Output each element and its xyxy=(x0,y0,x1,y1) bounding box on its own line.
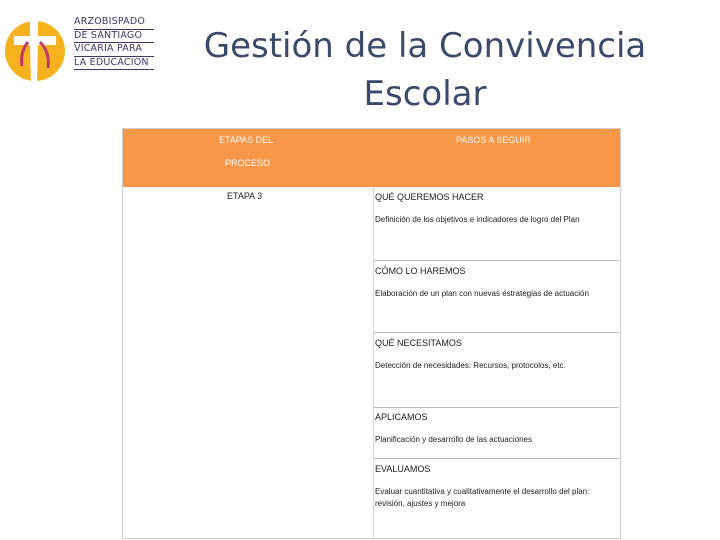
step-1 xyxy=(375,191,618,226)
step-5-text: Evaluar cuantitativa y cualitativamente el desarrollo del plan: revisión, ajustes y mejora xyxy=(375,486,590,508)
row-divider xyxy=(374,458,619,459)
row-divider xyxy=(374,260,619,261)
step-4 xyxy=(375,411,618,446)
slide-title-line-1: Gestión de la Convivencia xyxy=(203,26,647,66)
column-divider xyxy=(373,187,374,538)
step-4-text: Planificación y desarrollo de las actuaciones xyxy=(375,434,532,444)
row-divider xyxy=(374,407,619,408)
step-5-heading: EVALUAMOS xyxy=(375,464,431,474)
step-1-heading: QUÉ QUEREMOS HACER xyxy=(375,192,484,202)
step-2-heading: CÓMO LO HAREMOS xyxy=(375,266,466,276)
step-2 xyxy=(375,265,618,300)
arzobispado-logo xyxy=(4,12,154,92)
logo-line-2: DE SANTIAGO xyxy=(74,30,154,44)
slide-title-line-2: Escolar xyxy=(363,74,487,114)
header-stages-line-1: ETAPAS DEL xyxy=(219,135,274,145)
table-header xyxy=(123,129,620,187)
row-divider xyxy=(374,332,619,333)
step-2-text: Elaboración de un plan con nuevas estrategias de actuación xyxy=(375,288,589,298)
logo-text xyxy=(74,16,154,70)
slide-title xyxy=(190,22,660,118)
cross-icon xyxy=(4,12,66,90)
step-3 xyxy=(375,337,618,372)
logo-line-3: VICARÍA PARA xyxy=(74,43,154,57)
header-steps: PASOS A SEGUIR xyxy=(456,135,531,145)
step-3-text: Detección de necesidades: Recursos, protocolos, etc. xyxy=(375,360,566,370)
step-3-heading: QUÉ NECESITAMOS xyxy=(375,338,462,348)
logo-line-4: LA EDUCACIÓN xyxy=(74,57,154,71)
stages-table xyxy=(122,128,621,539)
logo-line-1: ARZOBISPADO xyxy=(74,16,154,30)
step-4-heading: APLICAMOS xyxy=(375,412,428,422)
step-5 xyxy=(375,463,618,511)
stage-label: ETAPA 3 xyxy=(227,191,263,201)
header-stages-line-2: PROCESO xyxy=(225,158,271,168)
step-1-text: Definición de los objetivos e indicadores de logro del Plan xyxy=(375,214,580,224)
